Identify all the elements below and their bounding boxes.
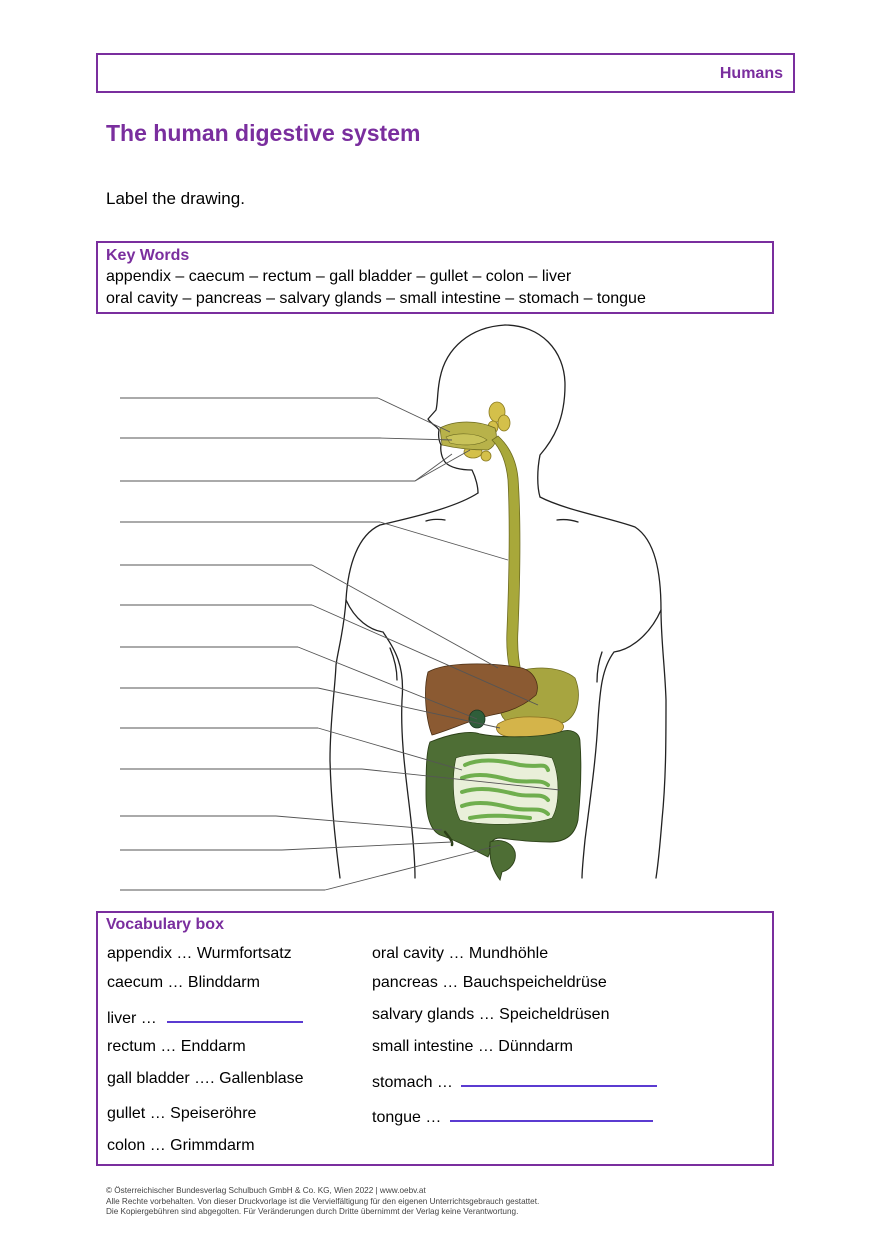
- copyright-footer: [106, 1186, 539, 1218]
- liver-answer-blank[interactable]: [167, 1006, 303, 1023]
- vocab-stomach: [372, 1070, 657, 1092]
- vocab-colon: colon … Grimmdarm: [107, 1137, 255, 1154]
- leader-line-5: [312, 565, 498, 668]
- leader-line-11: [276, 816, 442, 830]
- leader-line-1: [378, 398, 450, 432]
- tongue-answer-blank[interactable]: [450, 1105, 653, 1122]
- digestive-system-diagram: [0, 320, 890, 910]
- page-title: The human digestive system: [106, 120, 421, 146]
- leader-line-13: [325, 845, 500, 890]
- topic-tag: Humans: [719, 65, 783, 82]
- key-words-box: [96, 241, 774, 314]
- footer-line-3: Die Kopiergebühren sind abgegolten. Für Veränderungen durch Dritte übernimmt der Verlag keine Verantwortung.: [106, 1207, 519, 1216]
- vocab-gullet: gullet … Speiseröhre: [107, 1105, 257, 1122]
- header-box: [96, 53, 795, 93]
- vocabulary-box: [96, 911, 774, 1166]
- vocab-rectum: rectum … Enddarm: [107, 1038, 246, 1055]
- vocab-stomach-term: stomach …: [372, 1074, 458, 1091]
- vocab-gall-bladder: gall bladder …. Gallenblase: [107, 1070, 304, 1087]
- leader-line-12: [282, 842, 452, 850]
- vocab-caecum: caecum … Blinddarm: [107, 974, 260, 991]
- leader-line-3b: [415, 450, 470, 481]
- vocab-pancreas: pancreas … Bauchspeicheldrüse: [372, 974, 607, 991]
- vocab-appendix: appendix … Wurmfortsatz: [107, 945, 292, 962]
- leader-line-4: [380, 522, 508, 560]
- key-words-line-2: oral cavity – pancreas – salvary glands – small intestine – stomach – tongue: [106, 290, 646, 307]
- vocab-small-intestine: small intestine … Dünndarm: [372, 1038, 573, 1055]
- key-words-line-1: appendix – caecum – rectum – gall bladder – gullet – colon – liver: [106, 268, 572, 285]
- vocab-salvary-glands: salvary glands … Speicheldrüsen: [372, 1006, 610, 1023]
- key-words-heading: Key Words: [106, 247, 190, 264]
- vocab-tongue: [372, 1105, 653, 1127]
- footer-line-1: © Österreichischer Bundesverlag Schulbuch GmbH & Co. KG, Wien 2022 | www.oebv.at: [106, 1186, 426, 1195]
- vocab-oral-cavity: oral cavity … Mundhöhle: [372, 945, 549, 962]
- vocabulary-heading: Vocabulary box: [106, 916, 224, 933]
- vocab-liver: [107, 1006, 303, 1028]
- leader-line-6: [312, 605, 538, 705]
- vocab-tongue-term: tongue …: [372, 1109, 446, 1126]
- instruction-text: Label the drawing.: [106, 189, 245, 208]
- vocab-liver-term: liver …: [107, 1010, 162, 1027]
- footer-line-2: Alle Rechte vorbehalten. Von dieser Druckvorlage ist die Vervielfältigung für den eigenen Unterrichtsgebrauch gestattet.: [106, 1196, 540, 1206]
- stomach-answer-blank[interactable]: [461, 1070, 657, 1087]
- leader-line-3a: [415, 454, 452, 481]
